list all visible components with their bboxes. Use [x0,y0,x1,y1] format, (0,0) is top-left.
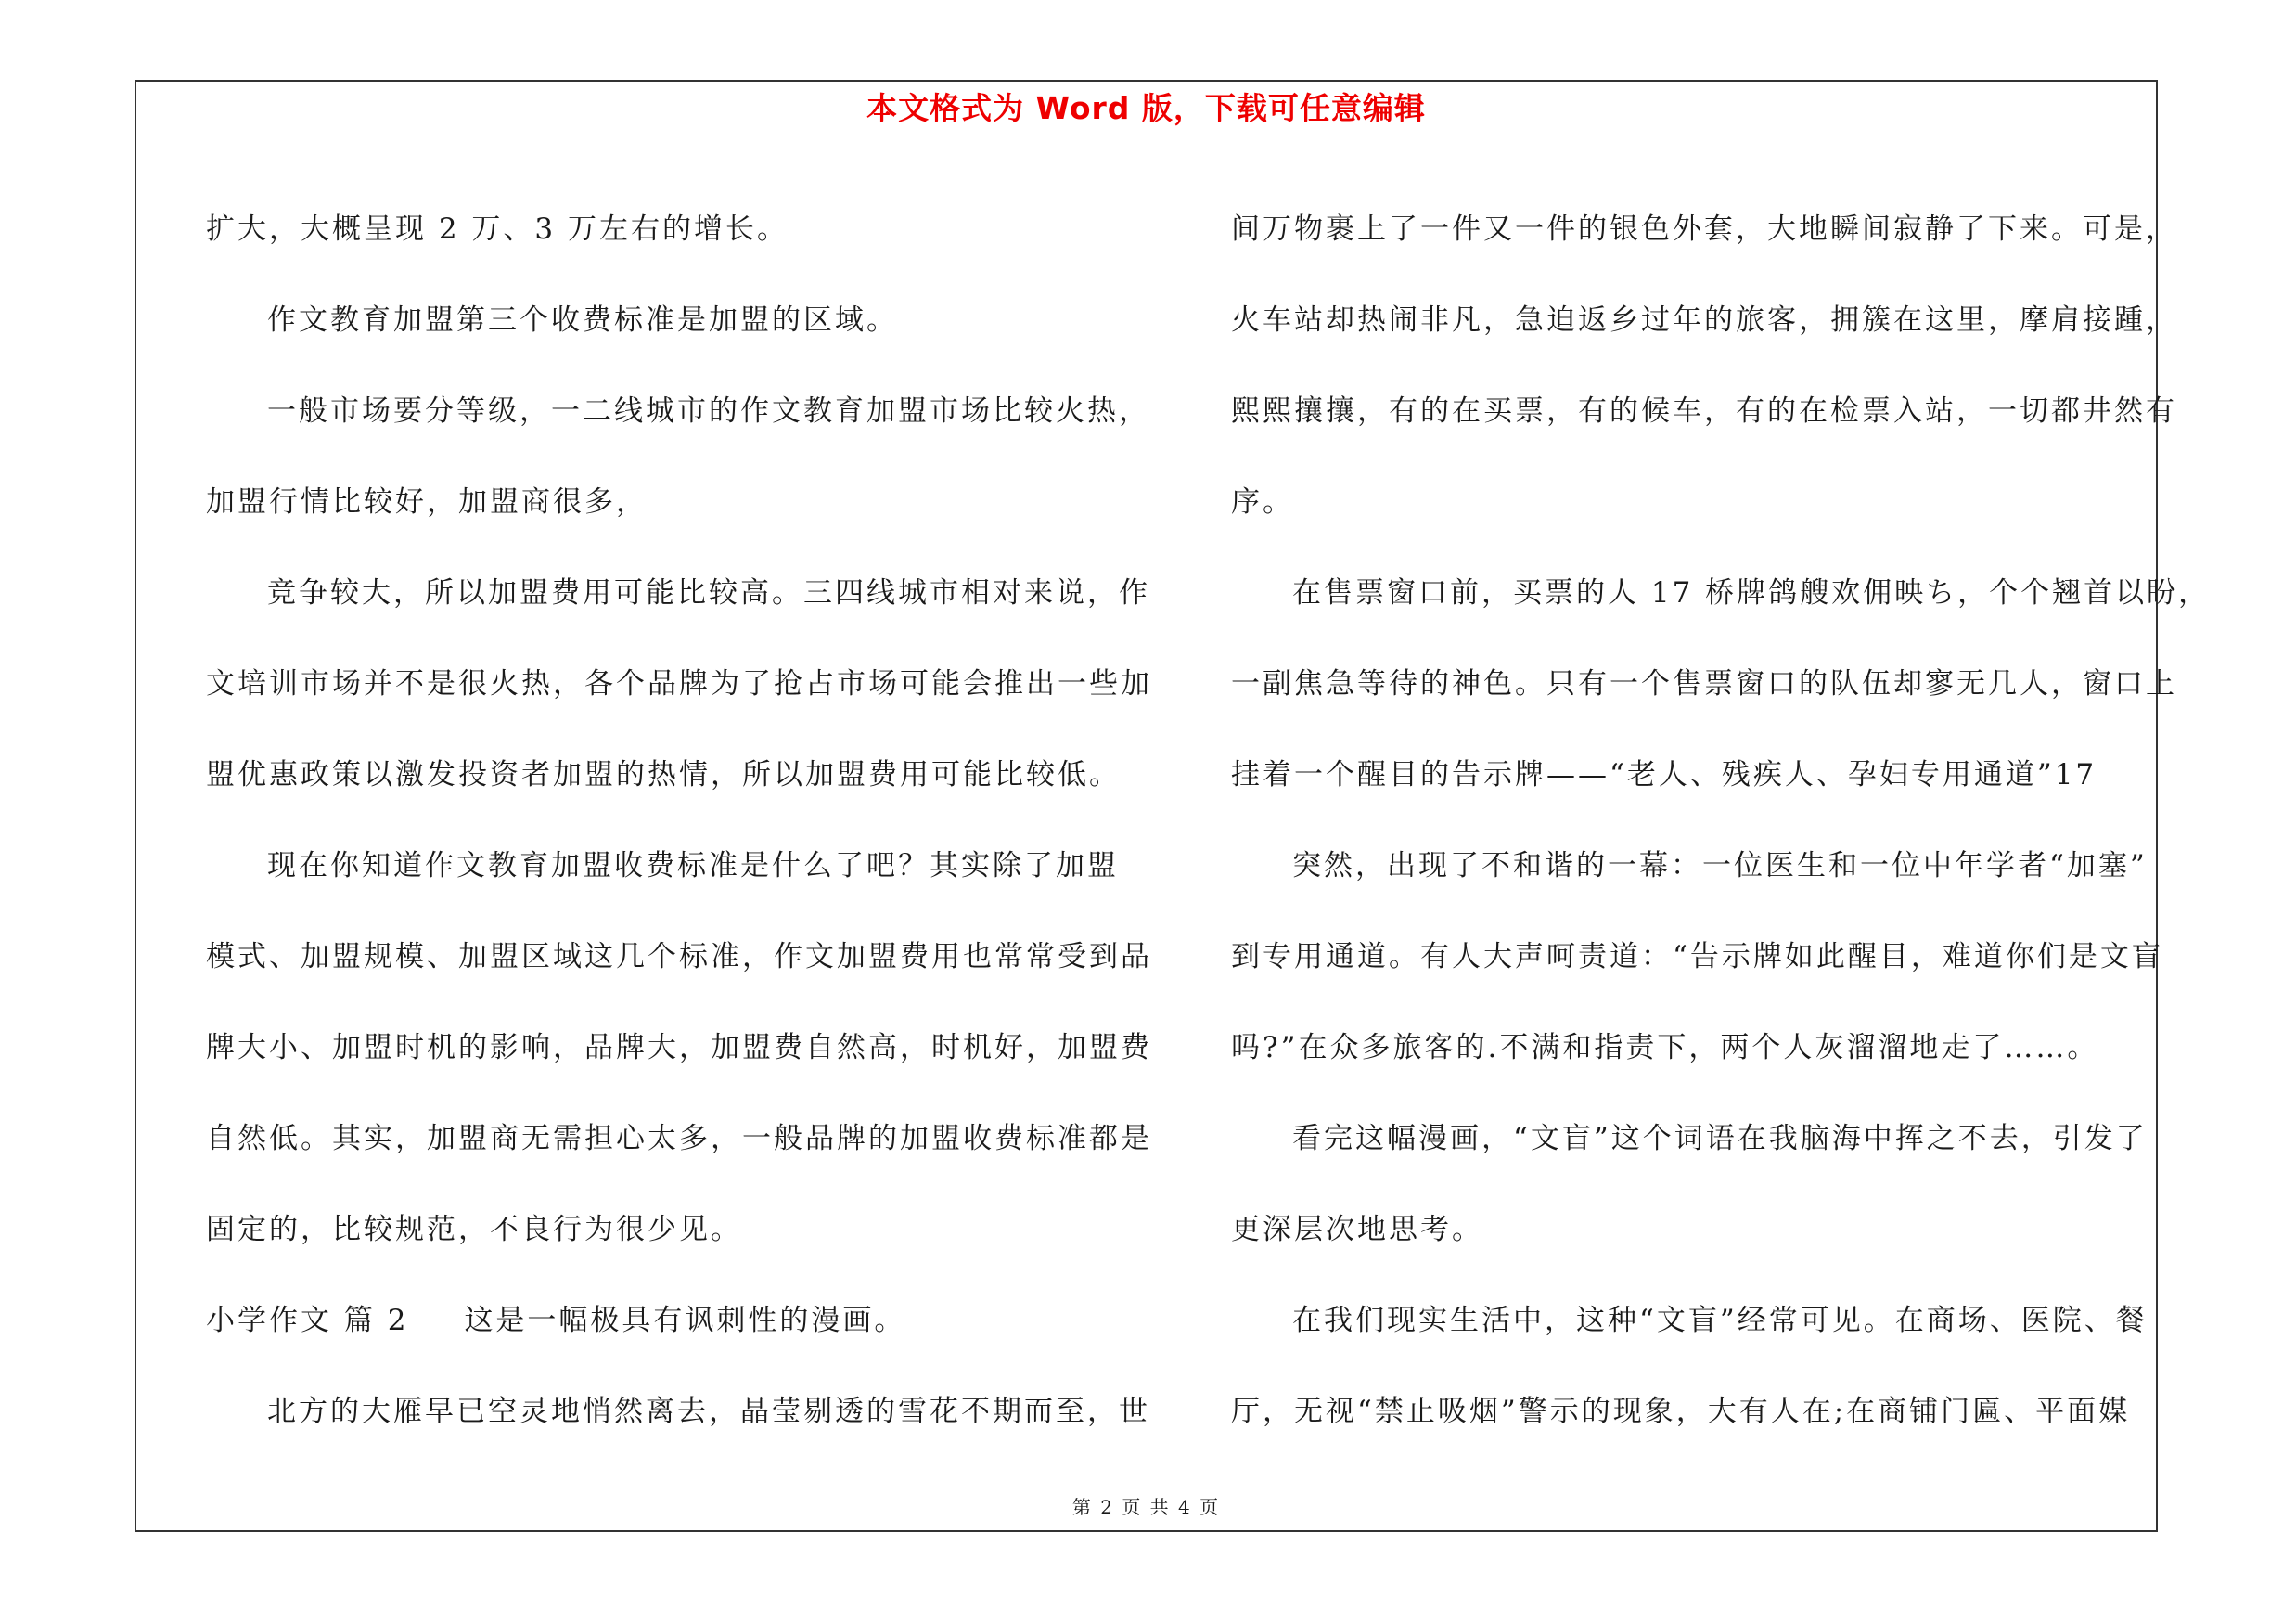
paragraph-line: 熙熙攘攘，有的在买票，有的候车，有的在检票入站，一切都井然有 [1231,394,2177,428]
paragraph-line: 作文教育加盟第三个收费标准是加盟的区域。 [267,303,898,337]
word-format-banner: 本文格式为 Word 版，下载可任意编辑 [866,90,1426,126]
paragraph-line: 一般市场要分等级，一二线城市的作文教育加盟市场比较火热， [267,394,1150,428]
paragraph-text: 这是一幅极具有讽刺性的漫画。 [464,1304,906,1337]
paragraph-line: 在售票窗口前，买票的人 17 桥牌鸽艘欢佣映ち，个个翘首以盼， [1292,576,2211,610]
page-number: 第 2 页 共 4 页 [1071,1496,1221,1518]
paragraph-line: 吗?”在众多旅客的.不满和指责下，两个人灰溜溜地走了……。 [1231,1031,2099,1064]
paragraph-line: 一副焦急等待的神色。只有一个售票窗口的队伍却寥无几人，窗口上 [1231,667,2177,701]
paragraph-line: 竞争较大，所以加盟费用可能比较高。三四线城市相对来说，作 [267,576,1150,610]
paragraph-line: 北方的大雁早已空灵地悄然离去，晶莹剔透的雪花不期而至，世 [267,1395,1150,1428]
paragraph-line: 文培训市场并不是很火热，各个品牌为了抢占市场可能会推出一些加 [206,667,1152,701]
paragraph-line: 更深层次地思考。 [1231,1213,1483,1246]
section-heading-line [206,1275,1171,1366]
paragraph-line: 现在你知道作文教育加盟收费标准是什么了吧？其实除了加盟 [267,849,1119,882]
paragraph-line: 到专用通道。有人大声呵责道：“告示牌如此醒目，难道你们是文盲 [1231,940,2163,973]
paragraph-line: 扩大，大概呈现 2 万、3 万左右的增长。 [206,213,789,246]
paragraph-line: 盟优惠政策以激发投资者加盟的热情，所以加盟费用可能比较低。 [206,758,1121,792]
section-title: 小学作文 篇 2 [206,1304,409,1337]
paragraph-line: 模式、加盟规模、加盟区域这几个标准，作文加盟费用也常常受到品 [206,940,1152,973]
paragraph-line: 突然，出现了不和谐的一幕：一位医生和一位中年学者“加塞” [1292,849,2148,882]
left-text-column [206,184,1171,1457]
paragraph-line: 间万物裹上了一件又一件的银色外套，大地瞬间寂静了下来。可是， [1231,213,2177,246]
paragraph-line: 在我们现实生活中，这种“文盲”经常可见。在商场、医院、餐 [1292,1304,2148,1337]
paragraph-line: 固定的，比较规范，不良行为很少见。 [206,1213,742,1246]
paragraph-line: 看完这幅漫画，“文盲”这个词语在我脑海中挥之不去，引发了 [1292,1122,2148,1155]
paragraph-line: 序。 [1231,485,1294,519]
paragraph-line: 自然低。其实，加盟商无需担心太多，一般品牌的加盟收费标准都是 [206,1122,1152,1155]
right-text-column [1231,184,2211,1457]
paragraph-line: 火车站却热闹非凡，急迫返乡过年的旅客，拥簇在这里，摩肩接踵， [1231,303,2177,337]
paragraph-line: 厅，无视“禁止吸烟”警示的现象，大有人在;在商铺门匾、平面媒 [1231,1395,2131,1428]
paragraph-line: 挂着一个醒目的告示牌——“老人、残疾人、孕妇专用通道”17 [1231,758,2097,792]
paragraph-line: 牌大小、加盟时机的影响，品牌大，加盟费自然高，时机好，加盟费 [206,1031,1152,1064]
paragraph-line: 加盟行情比较好，加盟商很多， [206,485,648,519]
